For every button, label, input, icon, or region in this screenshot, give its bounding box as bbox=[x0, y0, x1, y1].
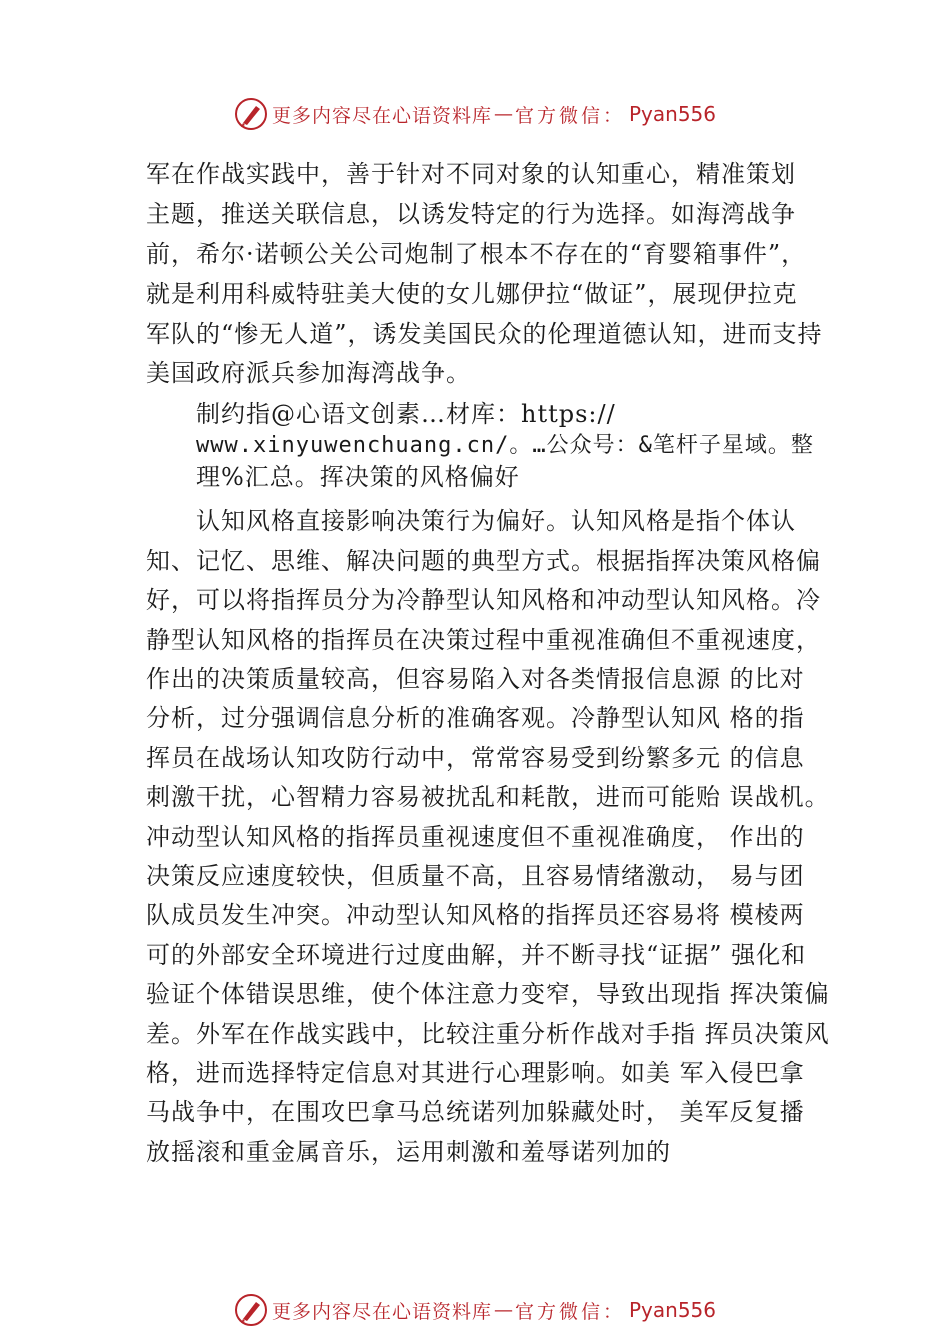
text-line: 军队的“惨无人道”，诱发美国民众的伦理道德认知，进而支持 bbox=[146, 320, 823, 348]
text-line: 静型认知风格的指挥员在决策过程中重视准确但不重视速度， bbox=[146, 626, 821, 654]
pen-logo-icon bbox=[234, 97, 268, 131]
header-wechat-id: Pyan556 bbox=[629, 102, 717, 126]
text-line: 理%汇总。挥决策的风格偏好 bbox=[196, 463, 520, 491]
text-line: 验证个体错误思维，使个体注意力变窄，导致出现指 挥决策偏 bbox=[146, 980, 830, 1008]
header-wechat-label: 官方微信： bbox=[514, 104, 625, 127]
text-line: 制约指@心语文创素…材库：https:// bbox=[196, 400, 616, 428]
text-line: 前，希尔·诺顿公关公司炮制了根本不存在的“育婴箱事件”， bbox=[146, 240, 807, 268]
text-line: 好，可以将指挥员分为冷静型认知风格和冲动型认知风格。冷 bbox=[146, 586, 821, 614]
text-line: 认知风格直接影响决策行为偏好。认知风格是指个体认 bbox=[196, 507, 796, 535]
header-title: 更多内容尽在心语资料库 bbox=[271, 104, 492, 127]
text-line: 放摇滚和重金属音乐，运用刺激和羞辱诺列加的 bbox=[146, 1138, 671, 1166]
footer-dash: — bbox=[493, 1299, 513, 1321]
footer-banner bbox=[0, 1290, 950, 1330]
text-line: 分析，过分强调信息分析的准确客观。冷静型认知风 格的指 bbox=[146, 704, 805, 732]
text-line: 格，进而选择特定信息对其进行心理影响。如美 军入侵巴拿 bbox=[146, 1059, 805, 1087]
text-line: 冲动型认知风格的指挥员重视速度但不重视准确度， 作出的 bbox=[146, 823, 805, 851]
text-line: 作出的决策质量较高，但容易陷入对各类情报信息源 的比对 bbox=[146, 665, 805, 693]
pen-logo-icon bbox=[234, 1293, 268, 1327]
footer-wechat-label: 官方微信： bbox=[514, 1300, 625, 1323]
footer-title: 更多内容尽在心语资料库 bbox=[271, 1300, 492, 1323]
text-line: 马战争中，在围攻巴拿马总统诺列加躲藏处时， 美军反复播 bbox=[146, 1098, 805, 1126]
text-line: 刺激干扰，心智精力容易被扰乱和耗散，进而可能贻 误战机。 bbox=[146, 783, 830, 811]
text-line: www.xinyuwenchuang.cn/。…公众号：&笔杆子星域。整 bbox=[196, 433, 814, 458]
text-line: 知、记忆、思维、解决问题的典型方式。根据指挥决策风格偏 bbox=[146, 547, 821, 575]
text-line: 可的外部安全环境进行过度曲解，并不断寻找“证据” 强化和 bbox=[146, 941, 807, 969]
text-line: 就是利用科威特驻美大使的女儿娜伊拉“做证”，展现伊拉克 bbox=[146, 280, 798, 308]
text-line: 挥员在战场认知攻防行动中，常常容易受到纷繁多元 的信息 bbox=[146, 744, 805, 772]
text-line: 主题，推送关联信息，以诱发特定的行为选择。如海湾战争 bbox=[146, 200, 796, 228]
header-banner bbox=[0, 94, 950, 134]
text-line: 差。外军在作战实践中，比较注重分析作战对手指 挥员决策风 bbox=[146, 1020, 830, 1048]
text-line: 决策反应速度较快，但质量不高，且容易情绪激动， 易与团 bbox=[146, 862, 805, 890]
text-line: 队成员发生冲突。冲动型认知风格的指挥员还容易将 模棱两 bbox=[146, 901, 805, 929]
text-line: 美国政府派兵参加海湾战争。 bbox=[146, 359, 471, 387]
header-dash: — bbox=[493, 103, 513, 125]
text-line: 军在作战实践中，善于针对不同对象的认知重心，精准策划 bbox=[146, 160, 796, 188]
footer-wechat-id: Pyan556 bbox=[629, 1298, 717, 1322]
